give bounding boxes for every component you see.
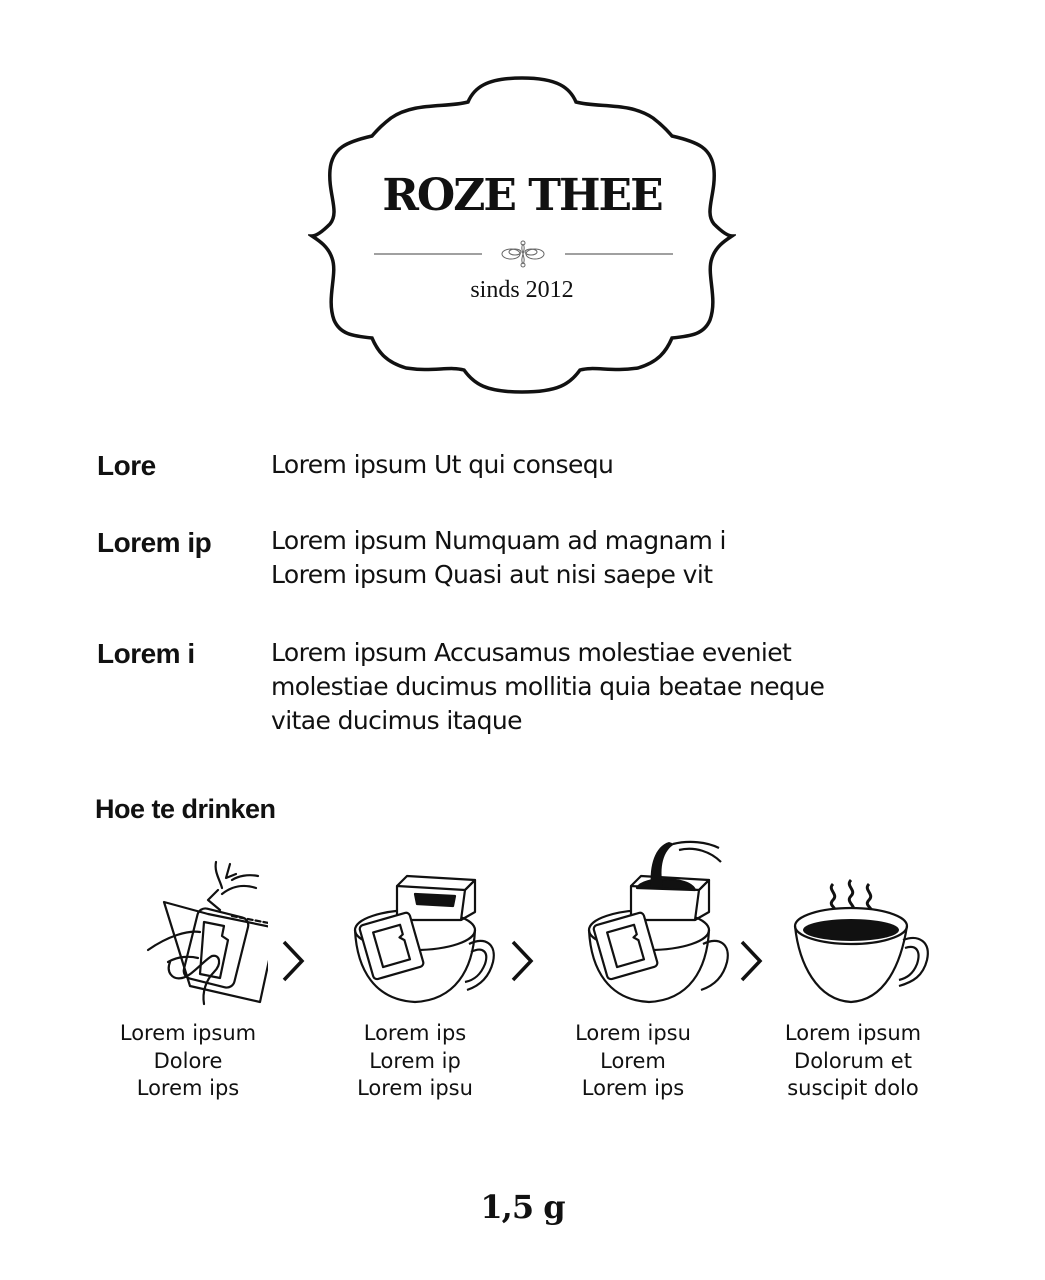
info-line: vitae ducimus itaque	[271, 706, 522, 735]
chevron-right-icon	[280, 938, 306, 984]
section-title: Hoe te drinken	[95, 794, 276, 824]
ornamental-frame-icon	[308, 74, 736, 396]
caption-line: Lorem	[600, 1048, 666, 1073]
info-label: Lore	[97, 450, 156, 481]
info-line: Lorem ipsum Numquam ad magnam i	[271, 526, 726, 555]
caption-line: Lorem ipsum	[119, 1021, 257, 1045]
pour-water-icon	[539, 840, 729, 1010]
step-4	[743, 840, 963, 1100]
info-value	[271, 448, 911, 482]
step-2	[305, 840, 525, 1100]
hot-cup-icon	[773, 840, 933, 1010]
info-label: Lorem i	[97, 638, 195, 669]
info-line: Lorem ipsum Accusamus molestiae eveniet	[271, 638, 792, 667]
step-caption	[523, 1020, 743, 1103]
caption-line: Lorem ips	[581, 1076, 685, 1100]
info-label: Lorem ip	[97, 527, 212, 558]
brand-title: ROZE THEE	[382, 170, 662, 221]
step-caption	[743, 1020, 963, 1103]
step-1	[78, 840, 298, 1100]
drip-bag-on-cup-icon	[335, 840, 495, 1010]
step-3	[524, 840, 744, 1100]
caption-line: Lorem ips	[136, 1076, 240, 1100]
brand-since: sinds 2012	[470, 277, 574, 303]
step-caption	[78, 1020, 298, 1103]
caption-line: Dolore	[153, 1048, 223, 1073]
caption-line: Lorem ipsu	[575, 1021, 691, 1045]
caption-line: Lorem ipsum	[784, 1021, 922, 1045]
info-line: Lorem ipsum Ut qui consequ	[271, 450, 614, 479]
caption-line: Lorem ip	[369, 1048, 461, 1073]
info-value	[271, 636, 911, 738]
info-line: Lorem ipsum Quasi aut nisi saepe vit	[271, 560, 713, 589]
caption-line: Lorem ipsu	[357, 1076, 473, 1100]
caption-line: Dolorum et	[794, 1048, 912, 1073]
info-line: molestiae ducimus mollitia quia beatae neque	[271, 672, 825, 701]
step-caption	[305, 1020, 525, 1103]
brand-badge	[308, 74, 736, 396]
open-sachet-icon	[108, 840, 268, 1010]
info-value	[271, 524, 911, 592]
caption-line: suscipit dolo	[787, 1076, 919, 1100]
caption-line: Lorem ips	[363, 1021, 467, 1045]
net-weight: 1,5 g	[480, 1188, 565, 1226]
